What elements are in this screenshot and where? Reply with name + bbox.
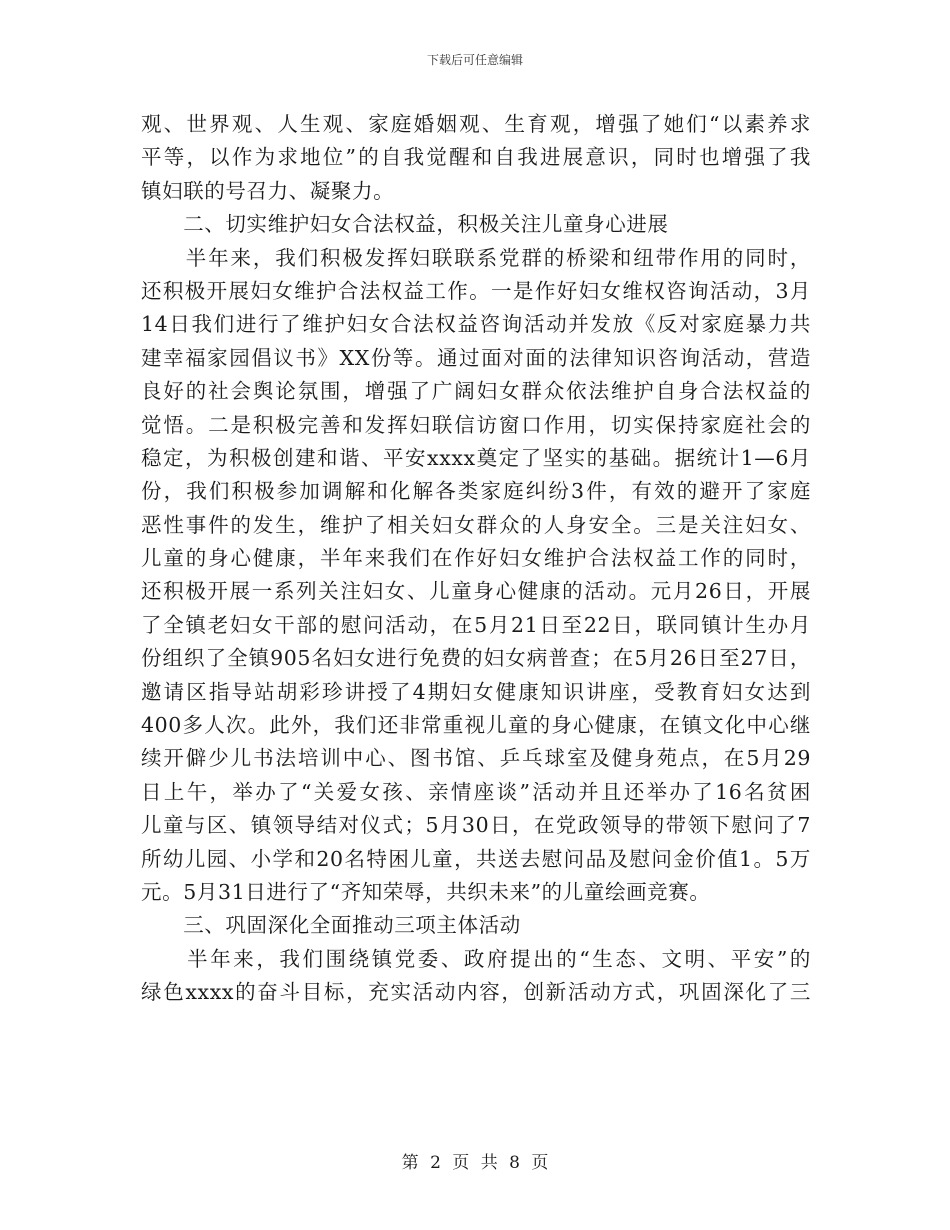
page-number-footer: 第 2 页 共 8 页 (401, 1153, 549, 1173)
text-line: 份组织了全镇905名妇女进行免费的妇女病普查；在5月26日至27日， (141, 646, 811, 671)
section-heading: 二、切实维护妇女合法权益，积极关注儿童身心进展 (141, 212, 669, 237)
page-header: 下载后可任意编辑 (426, 53, 523, 67)
text-line: 400多人次。此外，我们还非常重视儿童的身心健康，在镇文化中心继 (141, 713, 811, 738)
text-line: 邀请区指导站胡彩珍讲授了4期妇女健康知识讲座，受教育妇女达到 (141, 679, 811, 704)
text-line: 平等，以作为求地位”的自我觉醒和自我进展意识，同时也增强了我 (141, 145, 811, 170)
text-line: 份，我们积极参加调解和化解各类家庭纠纷3件，有效的避开了家庭 (141, 479, 811, 504)
text-line: 还积极开展妇女维护合法权益工作。一是作好妇女维权咨询活动，3月 (141, 278, 811, 303)
text-line: 观、世界观、人生观、家庭婚姻观、生育观，增强了她们“以素养求 (141, 112, 811, 136)
text-line: 半年来，我们积极发挥妇联联系党群的桥梁和纽带作用的同时， (141, 245, 811, 270)
text-line: 半年来，我们围绕镇党委、政府提出的“生态、文明、平安”的 (141, 946, 811, 971)
text-line: 还积极开展一系列关注妇女、儿童身心健康的活动。元月26日，开展 (141, 579, 811, 604)
text-line: 所幼儿园、小学和20名特困儿童，共送去慰问品及慰问金价值1。5万 (141, 846, 811, 871)
text-line: 元。5月31日进行了“齐知荣辱，共织未来”的儿童绘画竞赛。 (141, 879, 711, 904)
text-line: 恶性事件的发生，维护了相关妇女群众的人身安全。三是关注妇女、 (141, 512, 811, 537)
document-body (141, 108, 811, 1010)
text-line: 儿童与区、镇领导结对仪式；5月30日，在党政领导的带领下慰问了7 (141, 813, 811, 838)
text-line: 日上午，举办了“关爱女孩、亲情座谈”活动并且还举办了16名贫困 (141, 779, 811, 804)
text-line: 稳定，为积极创建和谐、平安xxxx奠定了坚实的基础。据统计1—6月 (141, 445, 811, 470)
section-heading: 三、巩固深化全面推动三项主体活动 (141, 913, 521, 938)
text-line: 良好的社会舆论氛围，增强了广阔妇女群众依法维护自身合法权益的 (141, 379, 811, 404)
text-line: 觉悟。二是积极完善和发挥妇联信访窗口作用，切实保持家庭社会的 (141, 412, 811, 437)
text-line: 绿色xxxx的奋斗目标，充实活动内容，创新活动方式，巩固深化了三 (141, 980, 811, 1005)
text-line: 镇妇联的号召力、凝聚力。 (141, 178, 395, 203)
text-line: 建幸福家园倡议书》XX份等。通过面对面的法律知识咨询活动，营造 (141, 345, 811, 370)
text-line: 14日我们进行了维护妇女合法权益咨询活动并发放《反对家庭暴力共 (141, 312, 811, 337)
text-line: 儿童的身心健康，半年来我们在作好妇女维护合法权益工作的同时， (141, 546, 811, 571)
text-line: 续开僻少儿书法培训中心、图书馆、乒乓球室及健身苑点，在5月29 (141, 746, 811, 771)
text-line: 了全镇老妇女干部的慰问活动，在5月21日至22日，联同镇计生办月 (141, 612, 811, 637)
